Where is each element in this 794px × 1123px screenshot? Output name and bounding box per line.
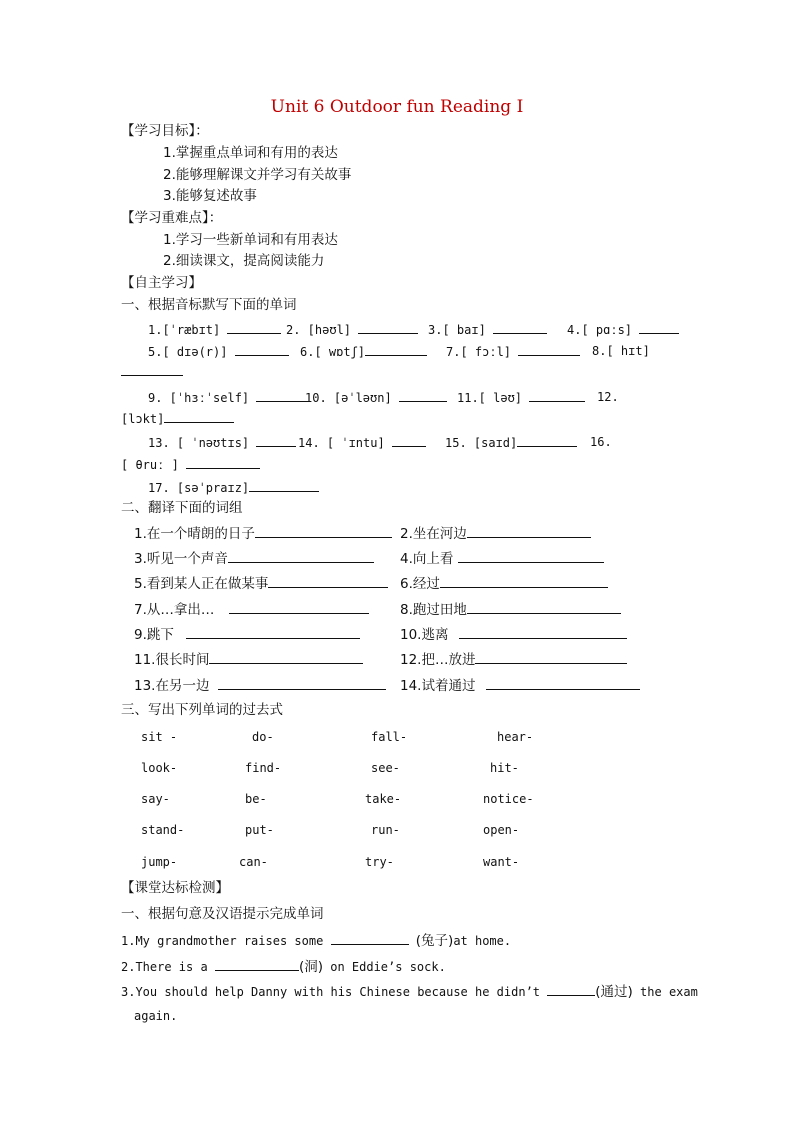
sentence-3-continued: again. bbox=[134, 1009, 178, 1023]
phrase-item bbox=[134, 651, 363, 668]
part2-title: 二、翻译下面的词组 bbox=[121, 500, 243, 516]
answer-blank[interactable] bbox=[399, 389, 447, 402]
objective-item: 3.能够复述故事 bbox=[163, 188, 257, 204]
answer-blank[interactable] bbox=[475, 651, 627, 664]
phrase-item bbox=[400, 677, 640, 694]
answer-blank[interactable] bbox=[268, 575, 388, 588]
phonetic-item bbox=[148, 343, 289, 360]
phrase-item bbox=[134, 601, 369, 618]
phrase-label: 2.坐在河边 bbox=[400, 526, 467, 542]
phonetic-item bbox=[148, 479, 319, 496]
verb-word: fall- bbox=[371, 730, 408, 744]
verb-word: notice- bbox=[483, 792, 534, 806]
answer-blank[interactable] bbox=[209, 651, 363, 664]
phrase-item bbox=[400, 525, 591, 542]
answer-blank[interactable] bbox=[215, 958, 299, 971]
sentence-text: 3.You should help Danny with his Chinese because he didn’t bbox=[121, 985, 541, 999]
phonetic-label: 8.[ hɪt] bbox=[592, 344, 650, 358]
answer-blank[interactable] bbox=[517, 434, 577, 447]
phonetic-label: [ θruː ] bbox=[121, 458, 179, 472]
class-check-part1-title: 一、根据句意及汉语提示完成单词 bbox=[121, 906, 324, 922]
verb-word: say- bbox=[141, 792, 170, 806]
self-study-header: 【自主学习】 bbox=[121, 275, 202, 291]
phrase-label: 14.试着通过 bbox=[400, 678, 476, 694]
answer-blank[interactable] bbox=[249, 479, 319, 492]
verb-word: look- bbox=[141, 761, 178, 775]
phonetic-label: 10. [əˈləʊn] bbox=[305, 391, 392, 405]
phrase-label: 7.从…拿出… bbox=[134, 602, 215, 618]
answer-blank[interactable] bbox=[256, 434, 296, 447]
phonetic-label: 4.[ pɑːs] bbox=[567, 323, 633, 337]
answer-blank[interactable] bbox=[458, 550, 604, 563]
verb-word: find- bbox=[245, 761, 282, 775]
part1-title: 一、根据音标默写下面的单词 bbox=[121, 297, 297, 313]
answer-blank[interactable] bbox=[331, 932, 409, 945]
phrase-item bbox=[134, 677, 386, 694]
phrase-label: 4.向上看 bbox=[400, 551, 454, 567]
answer-blank[interactable] bbox=[228, 550, 374, 563]
phonetic-item bbox=[300, 343, 427, 360]
phonetic-label: 9. [ˈhɜːˈself] bbox=[148, 391, 250, 405]
sentence-1 bbox=[121, 932, 511, 949]
hint-text: (兔子) bbox=[415, 933, 454, 949]
answer-blank[interactable] bbox=[358, 321, 418, 334]
part3-title: 三、写出下列单词的过去式 bbox=[121, 702, 283, 718]
phonetic-label: 1.[ˈræbɪt] bbox=[148, 323, 221, 337]
verb-word: can- bbox=[239, 855, 268, 869]
objective-item: 2.能够理解课文并学习有关故事 bbox=[163, 167, 352, 183]
verb-word: run- bbox=[371, 823, 400, 837]
phrase-label: 5.看到某人正在做某事 bbox=[134, 576, 269, 592]
objectives-header: 【学习目标】： bbox=[121, 123, 209, 139]
phrase-item bbox=[400, 651, 627, 668]
answer-blank[interactable] bbox=[186, 626, 360, 639]
answer-blank[interactable] bbox=[255, 525, 392, 538]
phrase-label: 9.跳下 bbox=[134, 627, 174, 643]
phrase-label: 3.听见一个声音 bbox=[134, 551, 228, 567]
verb-word: jump- bbox=[141, 855, 178, 869]
sentence-text: 2.There is a bbox=[121, 960, 208, 974]
verb-word: be- bbox=[245, 792, 267, 806]
verb-word: want- bbox=[483, 855, 520, 869]
answer-blank[interactable] bbox=[486, 677, 640, 690]
phonetic-label: 14. [ ˈɪntu] bbox=[298, 436, 385, 450]
key-point-item: 2.细读课文，提高阅读能力 bbox=[163, 253, 325, 269]
phonetic-label: 11.[ ləʊ] bbox=[457, 391, 523, 405]
answer-blank[interactable] bbox=[547, 983, 595, 996]
phonetic-item bbox=[148, 389, 310, 406]
answer-blank[interactable] bbox=[518, 343, 580, 356]
phonetic-item bbox=[298, 434, 426, 451]
phrase-item bbox=[134, 550, 374, 567]
phonetic-item bbox=[148, 434, 296, 451]
phonetic-item bbox=[305, 389, 447, 406]
verb-word: sit - bbox=[141, 730, 178, 744]
phonetic-item bbox=[148, 321, 281, 338]
phrase-item bbox=[400, 575, 608, 592]
page-title: Unit 6 Outdoor fun Reading I bbox=[270, 97, 524, 117]
phrase-label: 10.逃离 bbox=[400, 627, 449, 643]
phrase-item bbox=[134, 525, 392, 542]
phonetic-item bbox=[121, 410, 234, 427]
sentence-text: at home. bbox=[453, 934, 512, 948]
answer-blank[interactable] bbox=[467, 601, 621, 614]
hint-text: (通过) bbox=[595, 984, 633, 1000]
phonetic-label: 6.[ wɒtʃ] bbox=[300, 345, 366, 359]
phonetic-item bbox=[428, 321, 547, 338]
verb-word: take- bbox=[365, 792, 402, 806]
sentence-text: the exam bbox=[640, 985, 698, 999]
objective-item: 1.掌握重点单词和有用的表达 bbox=[163, 145, 338, 161]
answer-blank[interactable] bbox=[235, 343, 289, 356]
answer-blank[interactable] bbox=[186, 456, 260, 469]
phonetic-label: 3.[ baɪ] bbox=[428, 323, 486, 337]
phonetic-label: 13. [ ˈnəʊtɪs] bbox=[148, 436, 250, 450]
phonetic-item bbox=[286, 321, 418, 338]
phrase-item bbox=[400, 601, 621, 618]
hint-text: (洞) bbox=[298, 959, 323, 975]
phrase-label: 8.跑过田地 bbox=[400, 602, 467, 618]
key-point-item: 1.学习一些新单词和有用表达 bbox=[163, 232, 338, 248]
phrase-item bbox=[134, 626, 360, 643]
phonetic-label: [lɔkt] bbox=[121, 412, 165, 426]
phrase-item bbox=[134, 575, 388, 592]
answer-blank[interactable] bbox=[493, 321, 547, 334]
answer-blank[interactable] bbox=[440, 575, 608, 588]
phonetic-label: 7.[ fɔːl] bbox=[446, 345, 512, 359]
answer-blank[interactable] bbox=[459, 626, 627, 639]
verb-word: stand- bbox=[141, 823, 185, 837]
answer-blank[interactable] bbox=[467, 525, 591, 538]
class-check-header: 【课堂达标检测】 bbox=[121, 880, 229, 896]
verb-word: see- bbox=[371, 761, 400, 775]
verb-word: do- bbox=[252, 730, 274, 744]
verb-word: try- bbox=[365, 855, 394, 869]
phonetic-label: 5.[ dɪə(r)] bbox=[148, 345, 228, 359]
sentence-3 bbox=[121, 983, 698, 1000]
phonetic-label: 15. [saɪd] bbox=[445, 436, 518, 450]
key-points-header: 【学习重难点】： bbox=[121, 210, 223, 226]
answer-blank[interactable] bbox=[365, 343, 427, 356]
phonetic-label: 2. [həʊl] bbox=[286, 323, 352, 337]
phrase-label: 13.在另一边 bbox=[134, 678, 210, 694]
answer-blank[interactable] bbox=[121, 363, 183, 376]
verb-word: open- bbox=[483, 823, 520, 837]
answer-blank[interactable] bbox=[227, 321, 281, 334]
phonetic-item bbox=[446, 343, 580, 360]
answer-blank[interactable] bbox=[529, 389, 585, 402]
sentence-text: on Eddie’s sock. bbox=[330, 960, 446, 974]
answer-blank[interactable] bbox=[392, 434, 426, 447]
phonetic-item bbox=[567, 321, 679, 338]
sentence-2 bbox=[121, 958, 446, 975]
answer-blank[interactable] bbox=[229, 601, 369, 614]
verb-word: put- bbox=[245, 823, 274, 837]
phrase-label: 6.经过 bbox=[400, 576, 440, 592]
verb-word: hear- bbox=[497, 730, 534, 744]
answer-blank[interactable] bbox=[256, 389, 310, 402]
phonetic-label: 12. bbox=[597, 390, 619, 404]
phonetic-item bbox=[457, 389, 585, 406]
phonetic-item bbox=[121, 456, 260, 473]
answer-blank[interactable] bbox=[639, 321, 679, 334]
phrase-label: 12.把…放进 bbox=[400, 652, 476, 668]
phrase-item bbox=[400, 550, 604, 567]
phonetic-label: 16. bbox=[590, 435, 612, 449]
phrase-item bbox=[400, 626, 627, 643]
verb-word: hit- bbox=[490, 761, 519, 775]
sentence-text: 1.My grandmother raises some bbox=[121, 934, 324, 948]
answer-blank[interactable] bbox=[164, 410, 234, 423]
answer-blank[interactable] bbox=[218, 677, 386, 690]
phonetic-label: 17. [səˈpraɪz] bbox=[148, 481, 250, 495]
phrase-label: 11.很长时间 bbox=[134, 652, 210, 668]
phrase-label: 1.在一个晴朗的日子 bbox=[134, 526, 255, 542]
phonetic-item bbox=[445, 434, 577, 451]
